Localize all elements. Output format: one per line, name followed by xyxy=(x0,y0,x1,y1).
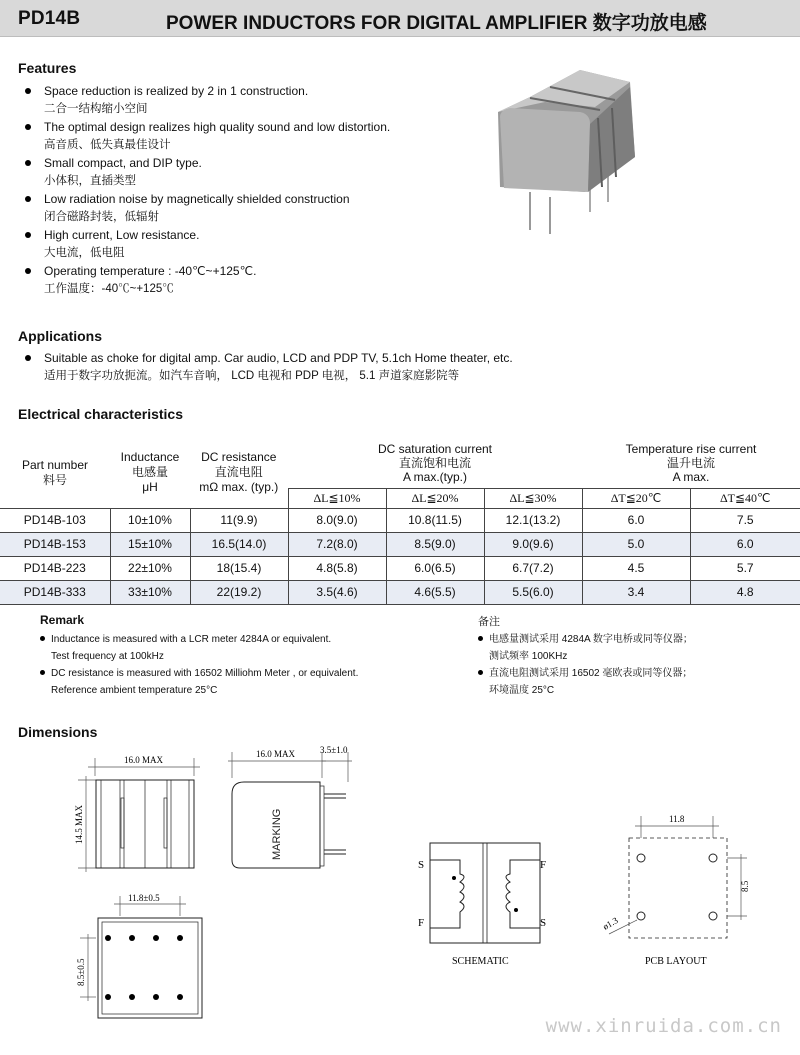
table-row xyxy=(0,580,800,604)
bullet-icon xyxy=(25,355,31,361)
table-cell: 16.5(14.0) xyxy=(190,532,288,556)
pcb-layout-drawing xyxy=(595,808,765,973)
col-part-number: Part number 料号 xyxy=(21,457,89,487)
remark-item: DC resistance is measured with 16502 Milliohm Meter , or equivalent. xyxy=(40,665,460,682)
features-heading: Features xyxy=(18,60,77,76)
schematic-label: SCHEMATIC xyxy=(452,956,509,967)
table-cell: 4.8(5.8) xyxy=(288,556,386,580)
remark-item: 电感量测试采用 4284A 数字电桥或同等仪器； xyxy=(478,631,778,648)
pcb-width-label: 11.8 xyxy=(669,814,685,824)
page-title: POWER INDUCTORS FOR DIGITAL AMPLIFIER 数字功放电感 xyxy=(166,13,707,34)
feature-item xyxy=(18,82,488,118)
table-cell: 6.0(6.5) xyxy=(386,556,484,580)
table-cell: 5.7 xyxy=(690,556,800,580)
table-cell: PD14B-153 xyxy=(0,532,110,556)
application-item xyxy=(18,349,778,385)
feature-en: Space reduction is realized by 2 in 1 construction. xyxy=(44,84,309,98)
electrical-heading: Electrical characteristics xyxy=(18,406,183,422)
table-cell: 10±10% xyxy=(110,508,190,532)
table-cell: PD14B-223 xyxy=(0,556,110,580)
feature-item xyxy=(18,262,488,298)
front-view-drawing xyxy=(60,748,210,878)
pcb-height-label: 8.5 xyxy=(740,880,750,892)
table-cell: 8.0(9.0) xyxy=(288,508,386,532)
table-cell: PD14B-333 xyxy=(0,580,110,604)
feature-item xyxy=(18,154,488,190)
table-cell: 5.0 xyxy=(582,532,690,556)
remark-subline: 环境温度 25°C xyxy=(489,685,555,696)
bullet-icon xyxy=(25,124,31,130)
feature-cn: 工作温度：-40℃~+125℃ xyxy=(44,283,174,295)
table-row xyxy=(0,532,800,556)
table-cell: 6.0 xyxy=(690,532,800,556)
remark-subline: 测试频率 100KHz xyxy=(489,651,568,662)
width-max-label: 16.0 MAX xyxy=(124,755,164,765)
table-cell: 5.5(6.0) xyxy=(484,580,582,604)
table-cell: 4.5 xyxy=(582,556,690,580)
remark-cn xyxy=(478,631,778,699)
feature-cn: 高音质、低失真最佳设计 xyxy=(44,139,171,151)
side-width-label: 16.0 MAX xyxy=(256,749,296,759)
application-en: Suitable as choke for digital amp. Car audio, LCD and PDP TV, 5.1ch Home theater, etc. xyxy=(44,351,513,365)
bullet-icon xyxy=(25,232,31,238)
table-cell: 18(15.4) xyxy=(190,556,288,580)
applications-list xyxy=(18,349,778,385)
feature-cn: 二合一结构缩小空间 xyxy=(44,103,148,115)
table-cell: 15±10% xyxy=(110,532,190,556)
bullet-icon xyxy=(25,88,31,94)
table-cell: PD14B-103 xyxy=(0,508,110,532)
table-cell: 33±10% xyxy=(110,580,190,604)
col-temp-rise: Temperature rise current 温升电流 A max. xyxy=(625,441,757,484)
feature-cn: 闭合磁路封装，低辐射 xyxy=(44,211,159,223)
col-inductance: Inductance 电感量 μH xyxy=(120,450,180,495)
remark-subline: Reference ambient temperature 25°C xyxy=(51,685,218,696)
feature-en: The optimal design realizes high quality sound and low distortion. xyxy=(44,120,391,134)
sub-header: ΔL≦30% xyxy=(484,488,582,508)
table-cell: 8.5(9.0) xyxy=(386,532,484,556)
features-list xyxy=(18,82,488,298)
sub-header: ΔL≦20% xyxy=(386,488,484,508)
remark-en xyxy=(40,631,460,699)
table-cell: 10.8(11.5) xyxy=(386,508,484,532)
schematic-s-label: S xyxy=(540,917,547,929)
pcb-label: PCB LAYOUT xyxy=(645,956,707,967)
feature-item xyxy=(18,226,488,262)
bottom-height-label: 8.5±0.5 xyxy=(76,958,86,986)
spec-table xyxy=(0,438,800,605)
table-cell: 4.6(5.5) xyxy=(386,580,484,604)
remark-subline: Test frequency at 100kHz xyxy=(51,651,164,662)
dimensions-heading: Dimensions xyxy=(18,724,98,740)
part-series: PD14B xyxy=(18,8,81,29)
col-dc-saturation: DC saturation current 直流饱和电流 A max.(typ.) xyxy=(377,441,493,484)
table-cell: 9.0(9.6) xyxy=(484,532,582,556)
header-bar xyxy=(0,0,800,37)
remark-heading-cn: 备注 xyxy=(478,616,500,628)
bullet-icon xyxy=(25,268,31,274)
feature-cn: 小体积，直插类型 xyxy=(44,175,136,187)
sub-header: ΔL≦10% xyxy=(288,488,386,508)
application-cn: 适用于数字功放扼流。如汽车音响， LCD 电视和 PDP 电视， 5.1 声道家庭影院等 xyxy=(44,370,460,382)
remark-heading: Remark xyxy=(40,613,85,627)
table-cell: 4.8 xyxy=(690,580,800,604)
remark-item: Inductance is measured with a LCR meter 4284A or equivalent. xyxy=(40,631,460,648)
feature-item xyxy=(18,118,488,154)
table-row xyxy=(0,556,800,580)
table-cell: 7.2(8.0) xyxy=(288,532,386,556)
bullet-icon xyxy=(25,160,31,166)
applications-heading: Applications xyxy=(18,328,103,344)
table-cell: 3.4 xyxy=(582,580,690,604)
table-cell: 22(19.2) xyxy=(190,580,288,604)
table-row xyxy=(0,508,800,532)
pin-length-label: 3.5±1.0 xyxy=(320,745,348,755)
table-cell: 11(9.9) xyxy=(190,508,288,532)
watermark: www.xinruida.com.cn xyxy=(545,1015,782,1037)
remark-item: 直流电阻测试采用 16502 毫欧表或同等仪器； xyxy=(478,665,778,682)
schematic-f-label: F xyxy=(418,917,425,929)
schematic-s-label: S xyxy=(418,859,425,871)
table-cell: 12.1(13.2) xyxy=(484,508,582,532)
bullet-icon xyxy=(25,196,31,202)
table-cell: 7.5 xyxy=(690,508,800,532)
table-cell: 3.5(4.6) xyxy=(288,580,386,604)
table-cell: 6.0 xyxy=(582,508,690,532)
feature-en: Small compact, and DIP type. xyxy=(44,156,202,170)
col-dc-resistance: DC resistance 直流电阻 mΩ max. (typ.) xyxy=(199,450,279,495)
feature-en: Operating temperature : -40℃~+125℃. xyxy=(44,264,257,278)
sub-header: ΔT≦20℃ xyxy=(582,488,690,508)
side-view-drawing xyxy=(222,742,362,872)
height-max-label: 14.5 MAX xyxy=(74,804,84,844)
feature-item xyxy=(18,190,488,226)
bottom-view-drawing xyxy=(60,888,210,1028)
schematic-f-label: F xyxy=(540,859,547,871)
product-photo xyxy=(490,62,650,237)
spec-table-wrap xyxy=(0,438,800,605)
schematic-drawing xyxy=(410,838,560,973)
sub-header: ΔT≦40℃ xyxy=(690,488,800,508)
table-cell: 6.7(7.2) xyxy=(484,556,582,580)
bottom-width-label: 11.8±0.5 xyxy=(128,893,160,903)
feature-en: High current, Low resistance. xyxy=(44,228,200,242)
table-cell: 22±10% xyxy=(110,556,190,580)
feature-cn: 大电流，低电阻 xyxy=(44,247,125,259)
feature-en: Low radiation noise by magnetically shielded construction xyxy=(44,192,350,206)
marking-label: MARKING xyxy=(271,808,283,860)
hole-label: ø1.3 xyxy=(601,915,620,932)
